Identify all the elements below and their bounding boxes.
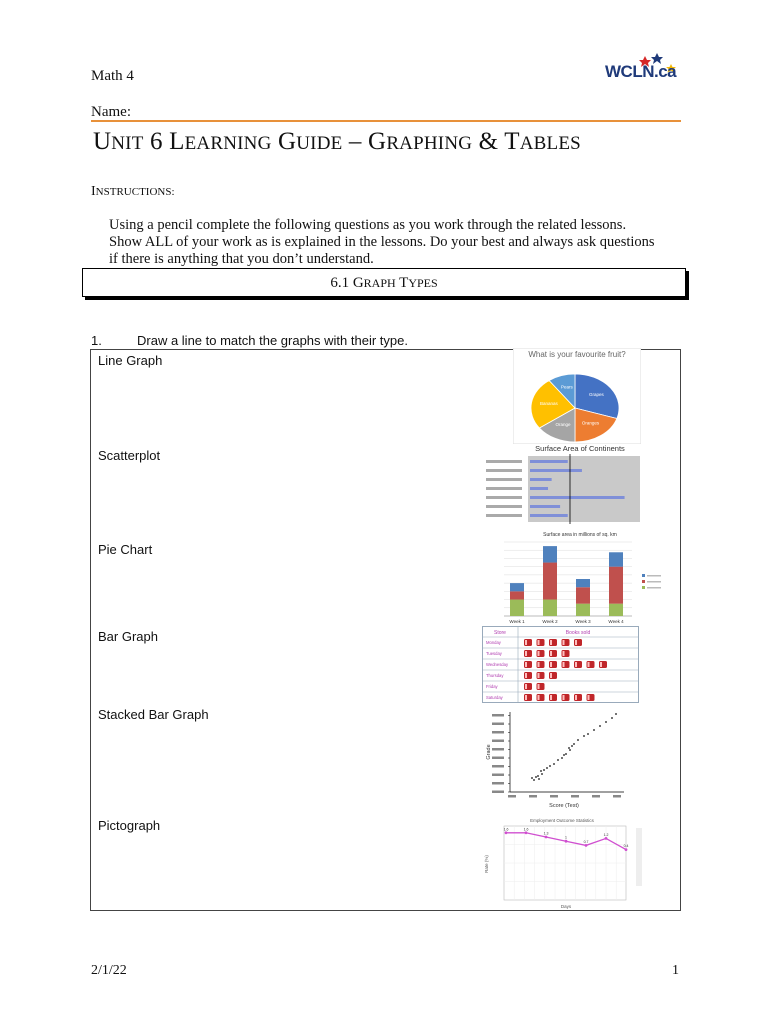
stack-seg-0-1 <box>510 591 524 599</box>
scatter-point-2 <box>538 778 540 780</box>
picto-icon-shine-1-3 <box>563 651 565 656</box>
scatter-point-18 <box>599 725 601 727</box>
pie-slice-label-4: Pears <box>560 384 573 390</box>
stack-legend-2 <box>642 586 645 589</box>
scatter-ytick-label-0 <box>492 791 504 794</box>
scatter-point-14 <box>577 739 579 741</box>
name-label: Name: <box>91 104 131 120</box>
scatter-ytick-label-3 <box>492 765 504 768</box>
scatter-point-0 <box>531 777 533 779</box>
line-point-label-4: 0.7 <box>583 839 589 844</box>
stack-category-3: Week 4 <box>608 619 624 624</box>
stack-category-2: Week 3 <box>575 619 591 624</box>
stack-seg-0-0 <box>510 600 524 616</box>
scatter-point-16 <box>587 733 589 735</box>
label-line-graph: Line Graph <box>98 353 163 368</box>
scatter-point-26 <box>569 749 571 751</box>
stacked-bar-thumbnail <box>482 538 672 626</box>
picto-row-label-3: Thursday <box>486 673 504 678</box>
bar-chart-thumbnail <box>480 444 650 540</box>
picto-icon-shine-2-3 <box>563 662 565 667</box>
picto-icon-shine-2-6 <box>600 662 602 667</box>
scatter-point-5 <box>546 767 548 769</box>
stack-category-1: Week 2 <box>542 619 558 624</box>
bar-xlabel: Surface area in millions of sq. km <box>543 532 617 538</box>
line-point-0 <box>505 831 508 834</box>
picto-icon-shine-0-4 <box>575 640 577 645</box>
pie-slice-label-2: Orange <box>555 422 571 428</box>
scatter-xlabel: Score (Test) <box>549 803 579 809</box>
hbar-category-5 <box>486 505 522 508</box>
line-xlabel: Days <box>560 904 572 909</box>
scatter-point-4 <box>543 769 545 771</box>
picto-row-label-2: Wednesday <box>486 662 509 667</box>
picto-icon-shine-1-1 <box>538 651 540 656</box>
picto-icon-shine-2-1 <box>538 662 540 667</box>
line-point-label-5: 1.2 <box>603 832 609 837</box>
scatter-point-23 <box>537 775 539 777</box>
scatter-point-25 <box>563 754 565 756</box>
scatter-point-24 <box>540 770 542 772</box>
scatter-point-11 <box>568 747 570 749</box>
picto-icon-shine-0-0 <box>525 640 527 645</box>
scatter-point-8 <box>557 759 559 761</box>
course-label: Math 4 <box>91 68 134 84</box>
pie-slice-label-3: Bananas <box>540 400 558 406</box>
footer-date: 2/1/22 <box>91 963 127 978</box>
hbar-category-2 <box>486 478 522 481</box>
line-point-label-1: 1.6 <box>523 827 529 832</box>
scatter-ytick-label-6 <box>492 740 504 743</box>
instructions-text <box>109 217 689 268</box>
line-point-1 <box>525 831 528 834</box>
pie-slice-label-0: Grapes <box>588 392 604 398</box>
picto-col2: Books sold <box>565 630 591 636</box>
picto-icon-shine-3-1 <box>538 673 540 678</box>
question-number: 1. <box>91 333 102 348</box>
page-number: 1 <box>672 963 679 978</box>
picto-icon-shine-3-0 <box>525 673 527 678</box>
label-pictograph: Pictograph <box>98 818 161 833</box>
scatter-point-13 <box>573 743 575 745</box>
hbar-1 <box>530 469 582 472</box>
scatter-point-19 <box>605 721 607 723</box>
picto-icon-shine-3-2 <box>550 673 552 678</box>
stack-seg-0-2 <box>510 583 524 591</box>
scatter-point-10 <box>565 753 567 755</box>
scatter-ytick-label-7 <box>492 731 504 734</box>
stack-seg-1-1 <box>543 563 557 600</box>
scatter-point-12 <box>571 745 573 747</box>
stack-seg-1-2 <box>543 546 557 562</box>
hbar-4 <box>530 496 625 499</box>
stack-legend-text-1 <box>647 581 661 583</box>
hbar-category-0 <box>486 460 522 463</box>
picto-icon-shine-0-3 <box>563 640 565 645</box>
picto-icon-shine-5-3 <box>563 695 565 700</box>
scatter-xtick-label-1 <box>529 795 537 798</box>
scatter-point-7 <box>553 763 555 765</box>
line-point-6 <box>625 848 628 851</box>
line-point-5 <box>605 837 608 840</box>
scatter-xtick-label-2 <box>550 795 558 798</box>
label-bar-graph: Bar Graph <box>98 629 158 644</box>
label-scatterplot: Scatterplot <box>98 448 161 463</box>
stack-legend-0 <box>642 574 645 577</box>
picto-row-label-1: Tuesday <box>486 651 502 656</box>
instructions-line-1: Using a pencil complete the following questions as you work through the related lessons. <box>109 217 627 233</box>
line-point-label-2: 1.3 <box>543 831 549 836</box>
scatter-point-1 <box>535 776 537 778</box>
hbar-category-4 <box>486 496 522 499</box>
instructions-line-2: Show ALL of your work as is explained in the lessons. Do your best and always ask questions <box>109 234 655 250</box>
line-point-label-0: 1.6 <box>503 827 509 832</box>
stack-seg-3-1 <box>609 567 623 604</box>
scatter-xtick-label-4 <box>592 795 600 798</box>
stack-category-0: Week 1 <box>509 619 525 624</box>
picto-col1: Store <box>494 630 506 636</box>
picto-icon-shine-2-5 <box>588 662 590 667</box>
pie-chart-thumbnail <box>513 348 641 444</box>
picto-icon-shine-4-0 <box>525 684 527 689</box>
stack-legend-text-0 <box>647 575 661 577</box>
scatter-point-21 <box>615 713 617 715</box>
stack-seg-3-2 <box>609 552 623 566</box>
scatter-ytick-label-2 <box>492 774 504 777</box>
stack-seg-2-2 <box>576 579 590 587</box>
picto-icon-shine-5-4 <box>575 695 577 700</box>
stack-legend-text-2 <box>647 587 661 589</box>
picto-icon-shine-5-1 <box>538 695 540 700</box>
picto-row-label-4: Friday <box>486 684 498 689</box>
scatter-xtick-label-0 <box>508 795 516 798</box>
line-side-note <box>636 828 642 886</box>
label-stacked-bar-graph: Stacked Bar Graph <box>98 707 209 722</box>
pie-slice-label-1: Oranges <box>581 420 600 426</box>
header-divider <box>91 120 681 122</box>
picto-icon-shine-2-4 <box>575 662 577 667</box>
picto-icon-shine-0-1 <box>538 640 540 645</box>
scatter-point-6 <box>549 765 551 767</box>
hbar-5 <box>530 505 560 508</box>
pictograph-thumbnail <box>482 626 639 704</box>
label-pie-chart: Pie Chart <box>98 542 153 557</box>
line-ylabel: Rate (%) <box>484 855 489 873</box>
scatter-ytick-label-5 <box>492 748 504 751</box>
picto-icon-shine-5-5 <box>588 695 590 700</box>
picto-icon-shine-1-0 <box>525 651 527 656</box>
instructions-line-3: if there is anything that you don’t understand. <box>109 251 374 267</box>
section-heading: 6.1 GRAPH TYPES <box>82 268 686 297</box>
scatter-ytick-label-4 <box>492 757 504 760</box>
line-point-2 <box>545 836 548 839</box>
hbar-0 <box>530 460 568 463</box>
picto-icon-shine-5-2 <box>550 695 552 700</box>
line-graph-thumbnail <box>482 816 660 910</box>
stack-seg-3-0 <box>609 604 623 616</box>
picto-icon-shine-2-2 <box>550 662 552 667</box>
hbar-3 <box>530 487 548 490</box>
picto-row-label-5: Saturday <box>486 695 503 700</box>
wcln-logo <box>605 52 685 84</box>
picto-icon-shine-5-0 <box>525 695 527 700</box>
stack-legend-1 <box>642 580 645 583</box>
stack-seg-2-0 <box>576 604 590 616</box>
scatter-thumbnail <box>484 708 634 810</box>
scatter-point-20 <box>611 717 613 719</box>
hbar-2 <box>530 478 552 481</box>
hbar-category-1 <box>486 469 522 472</box>
scatter-xtick-label-5 <box>613 795 621 798</box>
logo-text: WCLN.ca <box>605 62 677 81</box>
question-text: Draw a line to match the graphs with their type. <box>137 333 408 348</box>
stack-seg-2-1 <box>576 587 590 603</box>
hbar-category-6 <box>486 514 522 517</box>
scatter-ytick-label-1 <box>492 782 504 785</box>
scatter-point-15 <box>583 735 585 737</box>
picto-icon-shine-0-2 <box>550 640 552 645</box>
line-point-3 <box>565 840 568 843</box>
page-title: UNIT 6 LEARNING GUIDE – GRAPHING & TABLES <box>93 128 581 155</box>
picto-row-label-0: Monday <box>486 640 501 645</box>
scatter-point-3 <box>541 773 543 775</box>
scatter-point-9 <box>561 757 563 759</box>
hbar-category-3 <box>486 487 522 490</box>
line-point-label-3: 1 <box>565 835 567 840</box>
scatter-ytick-label-9 <box>492 714 504 717</box>
bar-title: Surface Area of Continents <box>535 444 625 453</box>
scatter-ytick-label-8 <box>492 723 504 726</box>
scatter-point-22 <box>533 779 535 781</box>
pie-title: What is your favourite fruit? <box>528 350 626 359</box>
stack-seg-1-0 <box>543 600 557 616</box>
scatter-point-17 <box>593 729 595 731</box>
instructions-heading: INSTRUCTIONS: <box>91 184 175 199</box>
line-title: Employment Outcome Statistics <box>530 818 594 823</box>
picto-icon-shine-2-0 <box>525 662 527 667</box>
line-point-4 <box>585 844 588 847</box>
hbar-6 <box>530 514 568 517</box>
scatter-xtick-label-3 <box>571 795 579 798</box>
line-point-label-6: 0.4 <box>623 844 629 849</box>
picto-icon-shine-1-2 <box>550 651 552 656</box>
scatter-ylabel: Grade <box>486 744 492 760</box>
picto-icon-shine-4-1 <box>538 684 540 689</box>
